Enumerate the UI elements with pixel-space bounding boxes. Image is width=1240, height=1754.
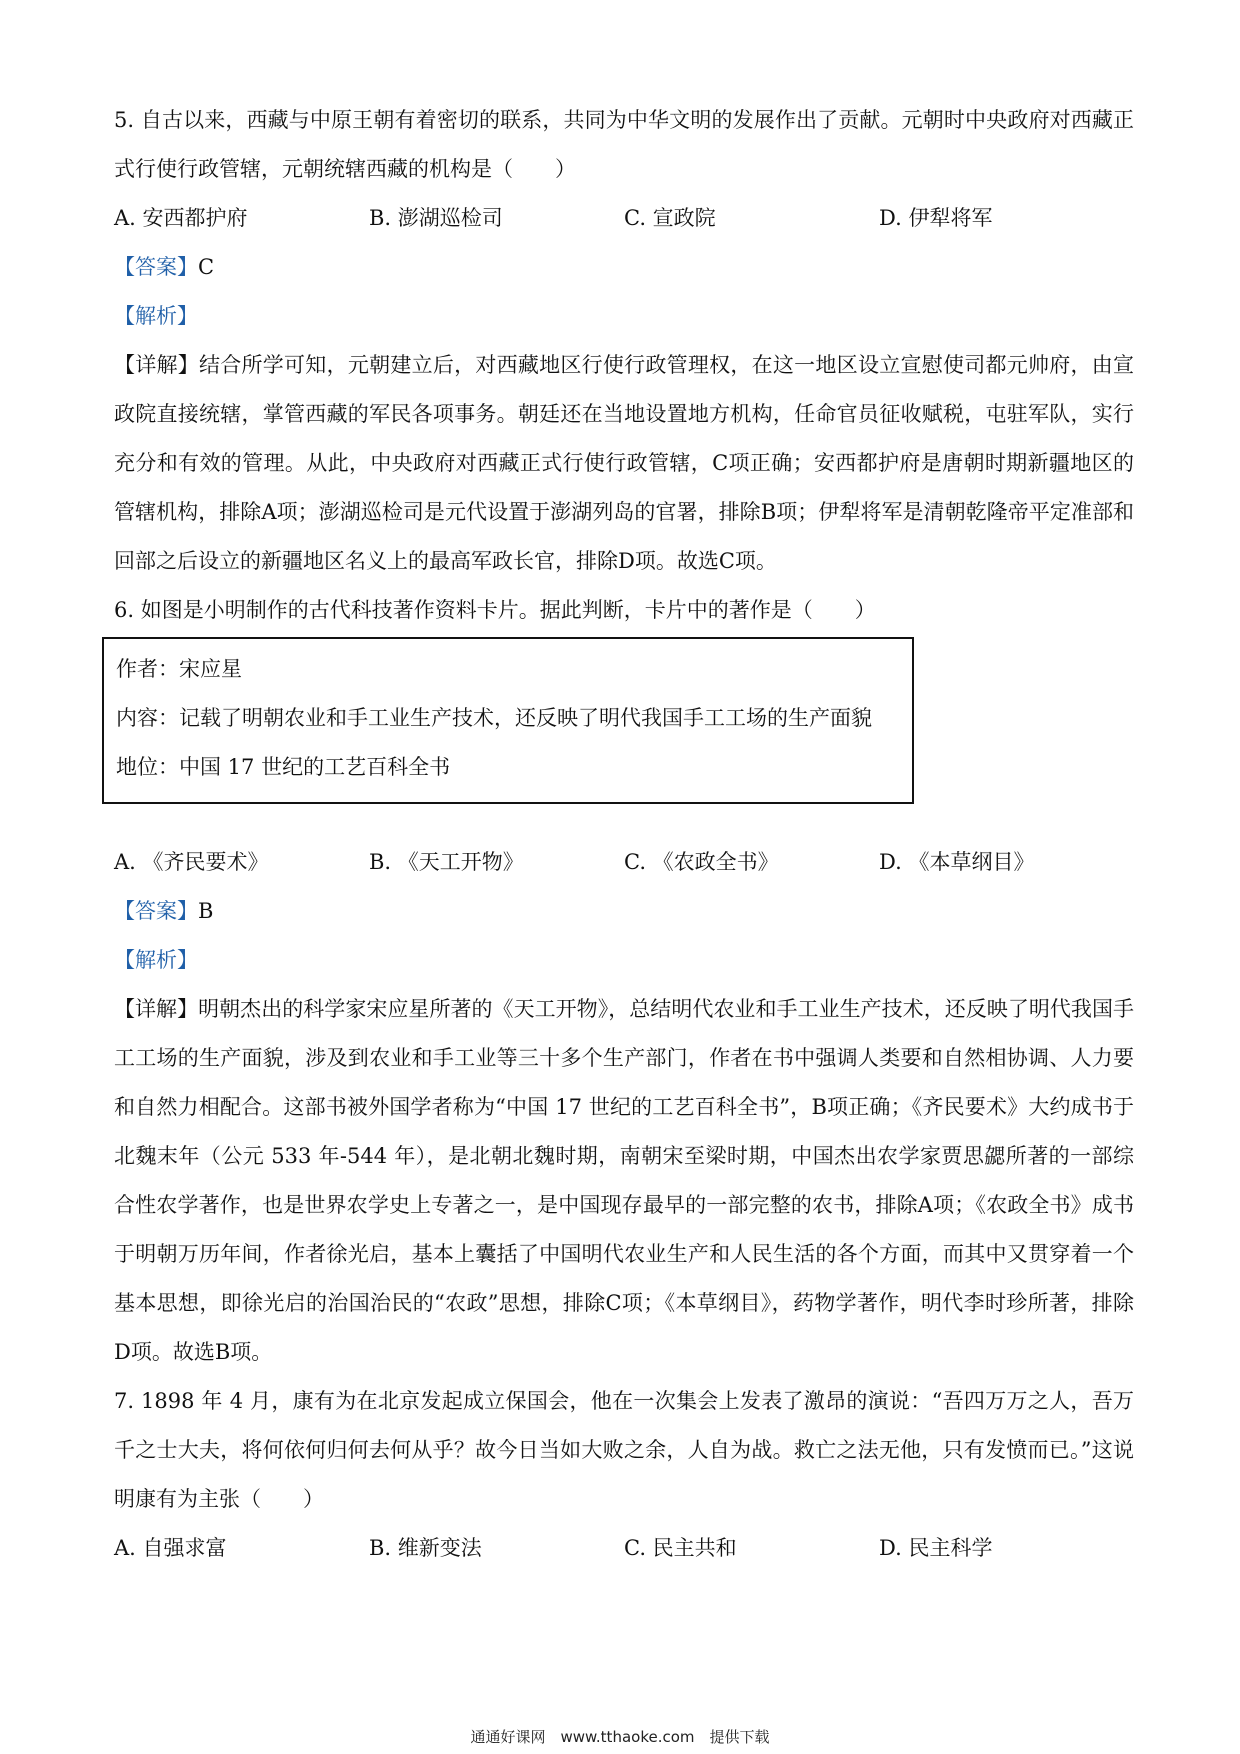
q6-detail-tag: 【详解】 [114, 997, 199, 1021]
q6-card-status: 地位：中国 17 世纪的工艺百科全书 [116, 755, 451, 779]
q6-answer-line [114, 887, 1134, 936]
q5-option-b: B. 澎湖巡检司 [369, 206, 503, 230]
page-footer: 通通好课网 www.tthaoke.com 提供下载 [470, 1728, 770, 1746]
q6-option-a: A. 《齐民要术》 [114, 850, 269, 874]
q5-detail-paragraph [114, 341, 1134, 586]
q5-option-a: A. 安西都护府 [114, 206, 248, 230]
q7-stem: 7. 1898 年 4 月，康有为在北京发起成立保国会，他在一次集会上发表了激昂的演说：“吾四万万之人，吾万千之士大夫，将何依何归何去何从乎？故今日当如大败之余，人自为战。救亡之法无他，只有发愤而已。”这说明康有为主张（ ） [114, 1389, 1134, 1511]
q6-card-author: 作者：宋应星 [116, 657, 242, 681]
q5-detail-tag: 【详解】 [114, 353, 200, 377]
q6-analysis-line [114, 936, 1134, 985]
q5-answer: C [198, 255, 215, 279]
q6-card-content: 内容：记载了明朝农业和手工业生产技术，还反映了明代我国手工工场的生产面貌 [116, 706, 872, 730]
q6-option-b: B. 《天工开物》 [369, 850, 524, 874]
q5-analysis-line [114, 292, 1134, 341]
q6-option-d: D. 《本草纲目》 [879, 850, 1035, 874]
q7-option-d: D. 民主科学 [879, 1536, 993, 1560]
q6-analysis-tag: 【解析】 [114, 948, 198, 972]
q6-detail-paragraph [114, 985, 1134, 1377]
q5-answer-tag: 【答案】 [114, 255, 198, 279]
q6-option-c: C. 《农政全书》 [624, 850, 779, 874]
q5-stem: 5. 自古以来，西藏与中原王朝有着密切的联系，共同为中华文明的发展作出了贡献。元朝时中央政府对西藏正式行使行政管辖，元朝统辖西藏的机构是（ ） [114, 108, 1134, 181]
q5-option-d: D. 伊犁将军 [879, 206, 993, 230]
q7-option-b: B. 维新变法 [369, 1536, 482, 1560]
q7-option-a: A. 自强求富 [114, 1536, 227, 1560]
q6-answer-tag: 【答案】 [114, 899, 198, 923]
q5-answer-line [114, 243, 1134, 292]
q5-detail: 结合所学可知，元朝建立后，对西藏地区行使行政管理权，在这一地区设立宣慰使司都元帅府，由宣政院直接统辖，掌管西藏的军民各项事务。朝廷还在当地设置地方机构，任命官员征收赋税，屯驻军队，实行充分和有效的管理。从此，中央政府对西藏正式行使行政管辖，C项正确；安西都护府是唐朝时期新疆地区的管辖机构，排除A项；澎湖巡检司是元代设置于澎湖列岛的官署，排除B项；伊犁将军是清朝乾隆帝平定准部和回部之后设立的新疆地区名义上的最高军政长官，排除D项。故选C项。 [114, 353, 1135, 573]
q6-answer: B [198, 899, 214, 923]
q6-detail: 明朝杰出的科学家宋应星所著的《天工开物》，总结明代农业和手工业生产技术，还反映了明代我国手工工场的生产面貌，涉及到农业和手工业等三十多个生产部门，作者在书中强调人类要和自然相协调、人力要和自然力相配合。这部书被外国学者称为“中国 17 世纪的工艺百科全书”，B项正确；《齐民要术》大约成书于北魏末年（公元 533 年-544 年），是北朝北魏时期，南朝宋至梁时期，中国杰出农学家贾思勰所著的一部综合性农学著作，也是世界农学史上专著之一，是中国现存最早的一部完整的农书，排除A项；《农政全书》成书于明朝万历年间，作者徐光启，基本上囊括了中国明代农业生产和人民生活的各个方面，而其中又贯穿着一个基本思想，即徐光启的治国治民的“农政”思想，排除C项；《本草纲目》，药物学著作，明代李时珍所著，排除D项。故选B项。 [114, 997, 1134, 1364]
q5-options [114, 194, 1134, 243]
q7-option-c: C. 民主共和 [624, 1536, 737, 1560]
q5-analysis-tag: 【解析】 [114, 304, 198, 328]
q6-options [114, 838, 1134, 887]
q5-option-c: C. 宣政院 [624, 206, 716, 230]
q7-options [114, 1524, 1134, 1573]
q6-stem: 6. 如图是小明制作的古代科技著作资料卡片。据此判断，卡片中的著作是（ ） [114, 598, 876, 622]
q6-info-card [102, 637, 914, 804]
document-page [114, 96, 1134, 1573]
